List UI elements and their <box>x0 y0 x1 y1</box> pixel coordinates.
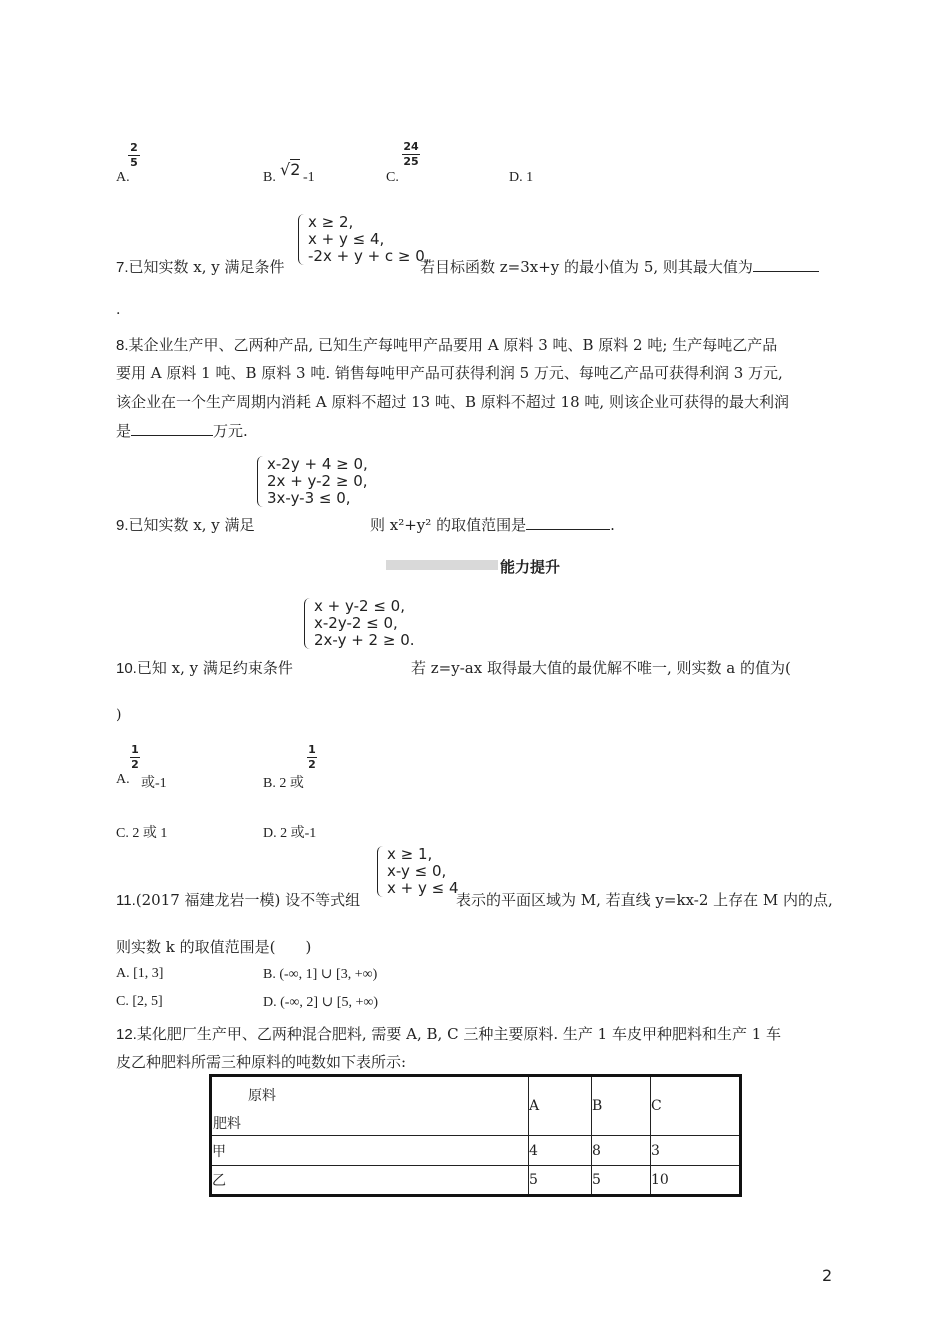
q10-option-a-label: A. <box>116 772 130 787</box>
q10-option-c: C. 2 或 1 <box>116 826 168 841</box>
q11-option-d: D. (-∞, 2] ∪ [5, +∞) <box>263 995 379 1010</box>
q8-line-2: 要用 A 原料 1 吨、B 原料 3 吨. 销售每吨甲产品可获得利润 5 万元、每吨乙产品可获得利润 3 万元, <box>116 364 783 382</box>
q11-option-b: B. (-∞, 1] ∪ [3, +∞) <box>263 967 378 982</box>
q6-option-b-sqrt: √2 <box>280 160 301 179</box>
fertilizer-table <box>209 1074 742 1197</box>
table-row-name: 乙 <box>211 1166 529 1196</box>
q7-tail: . <box>116 302 121 318</box>
q6-option-a-fraction: 2 5 <box>128 142 140 169</box>
table-cell: 10 <box>651 1166 741 1196</box>
section-bar <box>386 560 498 570</box>
q10-option-a-rest: 或-1 <box>141 776 167 791</box>
table-header-col: A <box>529 1076 592 1136</box>
q6-option-b-label: B. <box>263 170 276 185</box>
q10-option-a-fraction: 1 2 <box>131 743 139 771</box>
q10-option-b-text: B. 2 或 <box>263 776 304 791</box>
table-cell: 8 <box>592 1136 651 1166</box>
q11-line-2: 则实数 k 的取值范围是( ) <box>116 938 312 956</box>
q11-option-c: C. [2, 5] <box>116 994 163 1009</box>
q7-line-post: 若目标函数 z=3x+y 的最小值为 5, 则其最大值为 <box>420 256 819 277</box>
table-cell: 5 <box>592 1166 651 1196</box>
table-header-material: 原料 <box>248 1088 276 1104</box>
q10-line-post: 若 z=y-ax 取得最大值的最优解不唯一, 则实数 a 的值为( <box>411 659 791 677</box>
q8-answer-blank[interactable] <box>131 435 213 436</box>
table-header-corner <box>211 1076 529 1136</box>
q9-line: 9.已知实数 x, y 满足 <box>116 516 255 534</box>
q8-line-3: 该企业在一个生产周期内消耗 A 原料不超过 13 吨、B 原料不超过 18 吨, 则该企业可获得的最大利润 <box>116 393 789 411</box>
q11-option-a: A. [1, 3] <box>116 966 164 981</box>
q9-line-mid: 则 x²+y² 的取值范围是 . <box>370 516 615 534</box>
table-row-name: 甲 <box>211 1136 529 1166</box>
q7-system: x ≥ 2, x + y ≤ 4, -2x + y + c ≥ 0, <box>298 214 430 265</box>
table-cell: 4 <box>529 1136 592 1166</box>
q6-option-d: D. 1 <box>509 170 534 185</box>
q6-option-b-rest: -1 <box>303 170 315 185</box>
table-header-row <box>211 1076 741 1136</box>
table-row <box>211 1166 741 1196</box>
table-cell: 5 <box>529 1166 592 1196</box>
q11-system: x ≥ 1, x-y ≤ 0, x + y ≤ 4 <box>377 846 459 897</box>
table-header-col: C <box>651 1076 741 1136</box>
table-header-fertilizer: 肥料 <box>213 1116 241 1132</box>
table-header-col: B <box>592 1076 651 1136</box>
q8-line-4: 是 万元. <box>116 422 248 440</box>
q9-answer-blank[interactable] <box>526 529 610 530</box>
q10-close: ) <box>116 707 122 723</box>
q6-option-a-label: A. <box>116 170 130 185</box>
page-number: 2 <box>822 1266 833 1285</box>
q8-line-1: 8.某企业生产甲、乙两种产品, 已知生产每吨甲产品要用 A 原料 3 吨、B 原料 2 吨; 生产每吨乙产品 <box>116 336 778 354</box>
q12-line-1: 12.某化肥厂生产甲、乙两种混合肥料, 需要 A, B, C 三种主要原料. 生产 1 车皮甲种肥料和生产 1 车 <box>116 1025 782 1043</box>
q7-answer-blank[interactable] <box>753 271 819 272</box>
q11-line: 11.(2017 福建龙岩一模) 设不等式组 <box>116 891 361 909</box>
q6-option-c-fraction: 24 25 <box>403 140 419 168</box>
q12-line-2: 皮乙种肥料所需三种原料的吨数如下表所示: <box>116 1053 407 1071</box>
q9-system: x-2y + 4 ≥ 0, 2x + y-2 ≥ 0, 3x-y-3 ≤ 0, <box>257 456 368 507</box>
q7-line: 7.已知实数 x, y 满足条件 <box>116 258 285 276</box>
table-row <box>211 1136 741 1166</box>
section-title: 能力提升 <box>500 558 561 576</box>
q6-option-c-label: C. <box>386 170 399 185</box>
q10-option-d: D. 2 或-1 <box>263 826 317 841</box>
table-cell: 3 <box>651 1136 741 1166</box>
q10-option-b-fraction: 1 2 <box>308 743 316 771</box>
q10-line: 10.已知 x, y 满足约束条件 <box>116 659 293 677</box>
q11-line-post: 表示的平面区域为 M, 若直线 y=kx-2 上存在 M 内的点, <box>456 891 833 909</box>
q10-system: x + y-2 ≤ 0, x-2y-2 ≤ 0, 2x-y + 2 ≥ 0. <box>304 598 415 649</box>
